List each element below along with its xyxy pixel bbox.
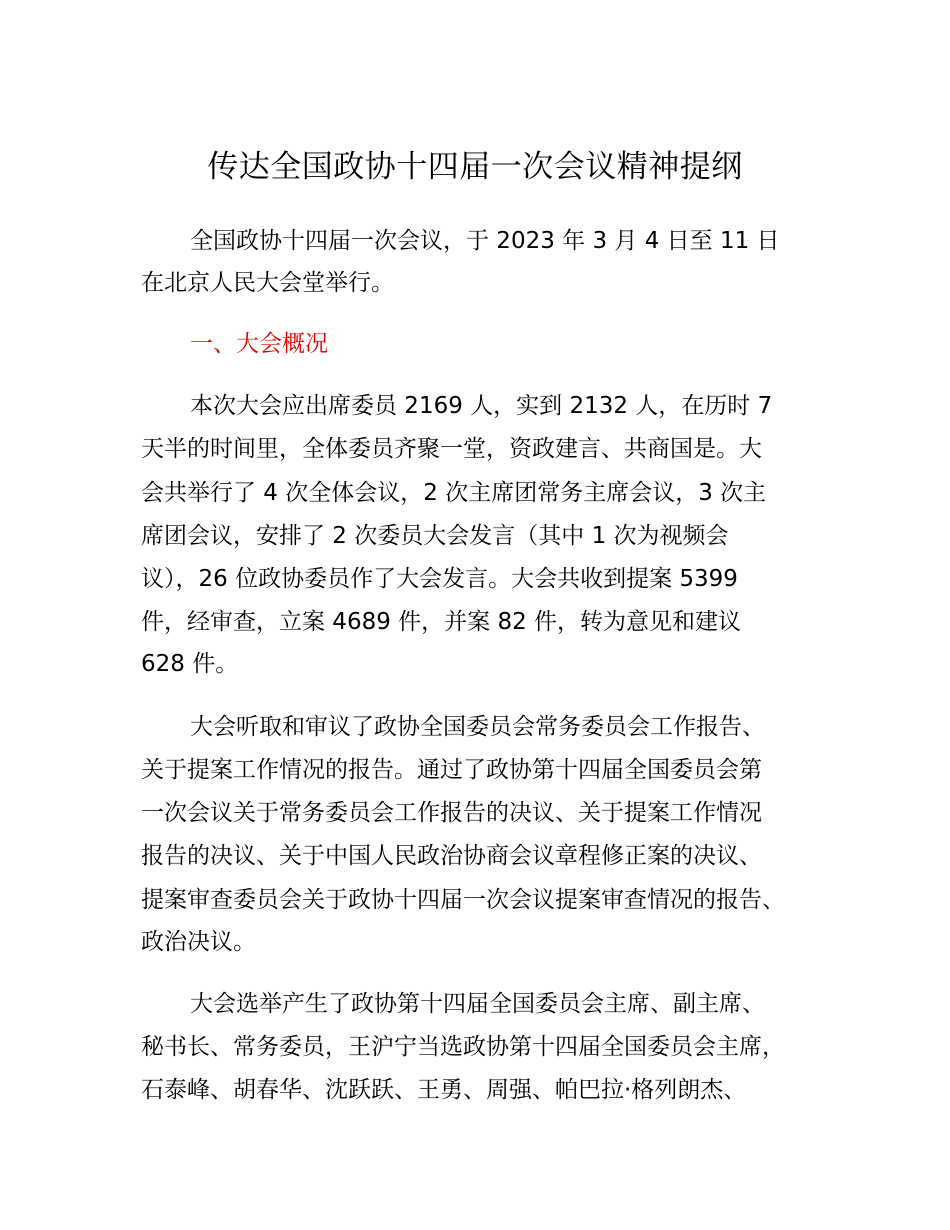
para2-line-4: 报告的决议、关于中国人民政治协商会议章程修正案的决议、 bbox=[141, 843, 762, 869]
para1-line-1: 本次大会应出席委员 2169 人，实到 2132 人，在历时 7 bbox=[190, 393, 773, 419]
para1-line-4: 席团会议，安排了 2 次委员大会发言（其中 1 次为视频会 bbox=[141, 523, 729, 549]
document-title: 传达全国政协十四届一次会议精神提纲 bbox=[207, 149, 743, 185]
para2-line-2: 关于提案工作情况的报告。通过了政协第十四届全国委员会第 bbox=[141, 757, 762, 783]
para1-line-7: 628 件。 bbox=[141, 651, 239, 677]
para2-line-5: 提案审查委员会关于政协十四届一次会议提案审查情况的报告、 bbox=[141, 887, 785, 913]
intro-line-1: 全国政协十四届一次会议，于 2023 年 3 月 4 日至 11 日 bbox=[190, 228, 780, 254]
para3-line-2: 秘书长、常务委员，王沪宁当选政协第十四届全国委员会主席， bbox=[141, 1034, 785, 1060]
para3-line-1: 大会选举产生了政协第十四届全国委员会主席、副主席、 bbox=[190, 991, 765, 1017]
para2-line-6: 政治决议。 bbox=[141, 929, 256, 955]
para3-line-3: 石泰峰、胡春华、沈跃跃、王勇、周强、帕巴拉·格列朗杰、 bbox=[141, 1077, 747, 1103]
para2-line-1: 大会听取和审议了政协全国委员会常务委员会工作报告、 bbox=[190, 714, 765, 740]
intro-line-2: 在北京人民大会堂举行。 bbox=[141, 270, 394, 296]
para1-line-6: 件，经审查，立案 4689 件，并案 82 件，转为意见和建议 bbox=[141, 609, 742, 635]
para2-line-3: 一次会议关于常务委员会工作报告的决议、关于提案工作情况 bbox=[141, 800, 762, 826]
para1-line-2: 天半的时间里，全体委员齐聚一堂，资政建言、共商国是。大 bbox=[141, 436, 762, 462]
para1-line-5: 议），26 位政协委员作了大会发言。大会共收到提案 5399 bbox=[141, 566, 738, 592]
section-heading: 一、大会概况 bbox=[190, 331, 328, 357]
para1-line-3: 会共举行了 4 次全体会议，2 次主席团常务主席会议，3 次主 bbox=[141, 480, 767, 506]
